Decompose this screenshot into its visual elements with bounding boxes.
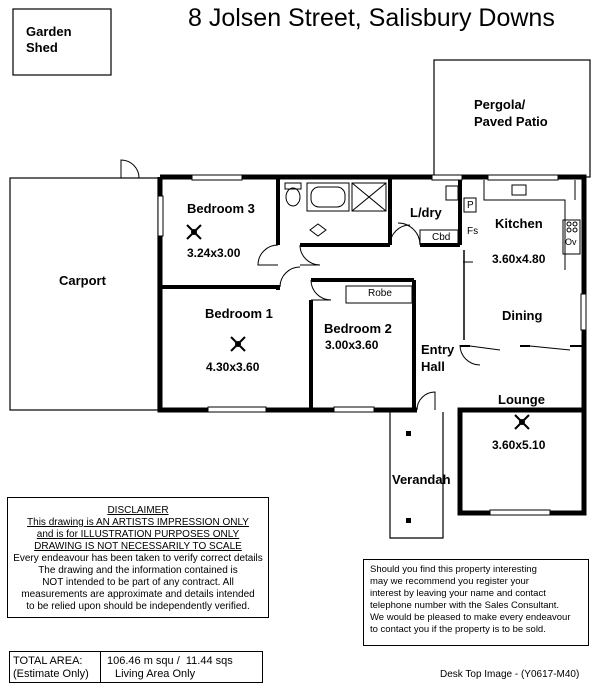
contact-note-line: to contact you if the property is to be sold. xyxy=(370,624,546,635)
bedroom1-dims: 4.30x3.60 xyxy=(206,360,260,374)
disclaimer-line: This drawing is AN ARTISTS IMPRESSION ONLY xyxy=(27,517,249,528)
bedroom3-label: Bedroom 3 xyxy=(187,201,255,216)
garden-shed-line2: Shed xyxy=(26,40,58,55)
fridge-space-label: Fs xyxy=(467,226,479,237)
disclaimer-line: Every endeavour has been taken to verify correct details xyxy=(13,553,263,564)
lounge-label: Lounge xyxy=(498,392,545,407)
disclaimer-line: DRAWING IS NOT NECESSARILY TO SCALE xyxy=(34,541,242,552)
total-area-label-line1: TOTAL AREA: xyxy=(13,655,83,667)
cupboard-label: Cbd xyxy=(432,232,451,243)
entry-hall-line1: Entry xyxy=(421,342,455,357)
pergola-label xyxy=(474,96,548,130)
verandah-label: Verandah xyxy=(392,472,451,487)
contact-note-line: Should you find this property interesting xyxy=(370,564,537,575)
entry-hall-line2: Hall xyxy=(421,359,445,374)
disclaimer-line: The drawing and the information contained is xyxy=(38,565,238,576)
dining-label: Dining xyxy=(502,308,543,323)
door-swings xyxy=(258,223,480,410)
disclaimer-line: NOT intended to be part of any contract. All xyxy=(42,577,234,588)
bedroom1-label: Bedroom 1 xyxy=(205,306,273,321)
contact-note-line: interest by leaving your name and contact xyxy=(370,588,546,599)
total-area-box xyxy=(9,651,263,683)
image-reference-footer: Desk Top Image - (Y0617-M40) xyxy=(440,669,580,680)
oven-label: Ov xyxy=(565,237,577,247)
contact-note-line: may we recommend you register your xyxy=(370,576,529,587)
lounge-dims: 3.60x5.10 xyxy=(492,438,546,452)
bedroom3-dims: 3.24x3.00 xyxy=(187,246,241,260)
garden-shed-line1: Garden xyxy=(26,24,72,39)
disclaimer-line: and is for ILLUSTRATION PURPOSES ONLY xyxy=(36,529,240,540)
total-area-label-line2: (Estimate Only) xyxy=(13,668,89,680)
contact-note-line: We would be pleased to make every endeavour xyxy=(370,612,571,623)
pergola-line2: Paved Patio xyxy=(474,114,548,129)
carport-outline xyxy=(10,178,158,410)
garden-shed-label xyxy=(26,24,72,56)
disclaimer-heading: DISCLAIMER xyxy=(107,505,169,516)
bedroom2-dims: 3.00x3.60 xyxy=(325,338,379,352)
bedroom2-label: Bedroom 2 xyxy=(324,321,392,336)
disclaimer-line: to be relied upon should be independently verified. xyxy=(26,601,250,612)
robe-label: Robe xyxy=(368,288,392,299)
kitchen-dims: 3.60x4.80 xyxy=(492,252,546,266)
total-area-value-line2: Living Area Only xyxy=(115,668,196,680)
carport-door-arc xyxy=(121,160,139,178)
entry-hall-label xyxy=(421,341,454,375)
total-area-value xyxy=(100,652,264,682)
contact-note-line: telephone number with the Sales Consultant. xyxy=(370,600,560,611)
carport-label: Carport xyxy=(59,273,106,288)
pantry-label: P xyxy=(467,200,474,211)
property-address-title: 8 Jolsen Street, Salisbury Downs xyxy=(188,4,555,32)
disclaimer-line: measurements are approximate and details intended xyxy=(21,589,255,600)
disclaimer-box xyxy=(7,497,269,618)
kitchen-label: Kitchen xyxy=(495,216,543,231)
total-area-value-line1: 106.46 m squ / 11.44 sqs xyxy=(107,655,233,667)
pergola-line1: Pergola/ xyxy=(474,97,526,112)
laundry-label: L/dry xyxy=(410,205,442,220)
bathroom-fixtures xyxy=(285,183,386,236)
contact-note-box xyxy=(363,559,589,646)
total-area-label xyxy=(13,655,89,681)
